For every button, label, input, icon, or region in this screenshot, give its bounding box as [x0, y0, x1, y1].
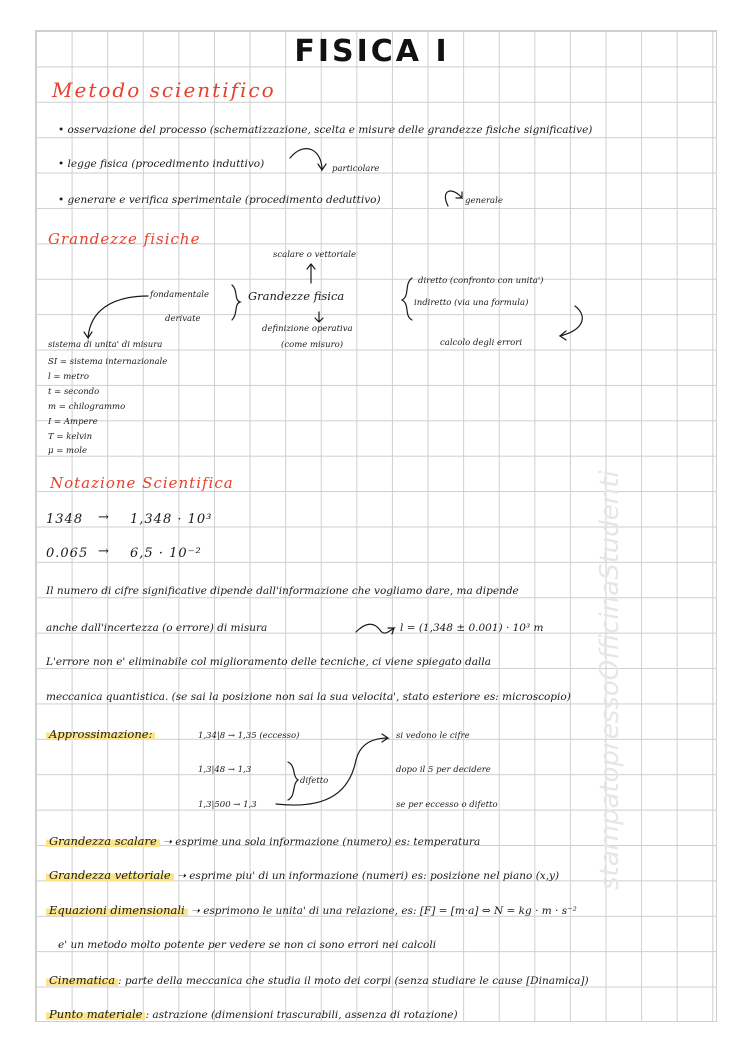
approx-row-2-right: dopo il 5 per decidere	[396, 765, 491, 775]
bullet-verifica: • generare e verifica sperimentale (procedimento deduttivo)	[58, 194, 381, 206]
label-indiretto: indiretto (via una formula)	[414, 298, 529, 308]
label-diretto: diretto (confronto con unita')	[418, 276, 544, 286]
section-heading-grandezze: Grandezze fisiche	[48, 230, 201, 248]
paragraph-line-1: Il numero di cifre significative dipende dall'informazione che vogliamo dare, ma dipende	[46, 585, 519, 597]
bullet-legge: • legge fisica (procedimento induttivo)	[58, 158, 265, 170]
label-grandezza-fisica: Grandezze fisica	[248, 289, 345, 303]
definition-grandezza-vettoriale: Grandezza vettoriale ➝ esprime piu' di un informazione (numeri) es: posizione nel piano (x,y)	[46, 868, 559, 882]
arrow-ex1: →	[98, 510, 110, 525]
example-1-left: 1348	[46, 512, 84, 527]
definition-cinematica: Cinematica : parte della meccanica che studia il moto dei corpi (senza studiare le cause [Dinamica])	[46, 973, 589, 987]
label-derivate: derivate	[165, 314, 201, 324]
approx-row-3-left: 1,3|500 → 1,3	[198, 800, 257, 810]
approx-row-2-left: 1,3|48 → 1,3	[198, 765, 252, 775]
arrow-ex2: →	[98, 544, 110, 559]
paragraph-line-3: L'errore non e' eliminabile col miglioramento delle tecniche, ci viene spiegato dalla	[46, 656, 492, 668]
section-heading-notazione: Notazione Scientifica	[50, 474, 234, 492]
label-calcolo-errori: calcolo degli errori	[440, 338, 523, 348]
approx-row-1-left: 1,34|8 → 1,35 (eccesso)	[198, 731, 300, 741]
example-2-left: 0.065	[46, 546, 89, 561]
definition-equazioni-dimensionali: Equazioni dimensionali ➝ esprimono le unita' di una relazione, es: [F] = [m·a] ⇔ N = kg · m · s⁻²	[46, 903, 577, 917]
definition-grandezza-scalare: Grandezza scalare ➝ esprime una sola informazione (numero) es: temperatura	[46, 834, 480, 848]
label-particolare: particolare	[332, 164, 380, 174]
unit-ampere: I = Ampere	[48, 417, 98, 427]
section-heading-metodo: Metodo scientifico	[52, 78, 276, 102]
paragraph-line-2b: l = (1,348 ± 0.001) · 10³ m	[400, 622, 544, 634]
definition-metodo-potente: e' un metodo molto potente per vedere se non ci sono errori nei calcoli	[58, 939, 437, 951]
bullet-osservazione: • osservazione del processo (schematizzazione, scelta e misure delle grandezze fisiche significative)	[58, 124, 593, 136]
heading-approssimazione: Approssimazione:	[46, 727, 155, 741]
watermark: stampatopressoOfficinaStudenti	[595, 470, 625, 890]
approx-row-3-right: se per eccesso o difetto	[396, 800, 498, 810]
unit-metro: l = metro	[48, 372, 89, 382]
label-definizione-operativa: definizione operativa	[262, 324, 353, 334]
page-title: FISICA I	[294, 34, 450, 69]
label-come-misuro: (come misuro)	[281, 340, 344, 350]
unit-si: SI = sistema internazionale	[48, 357, 168, 367]
example-1-right: 1,348 · 10³	[130, 512, 213, 527]
approx-row-1-right: si vedono le cifre	[396, 731, 470, 741]
paragraph-line-4: meccanica quantistica. (se sai la posizione non sai la sua velocita', stato esteriore es: microscopio)	[46, 691, 571, 703]
label-difetto: difetto	[300, 776, 329, 786]
label-fondamentale: fondamentale	[150, 290, 210, 300]
paragraph-line-2a: anche dall'incertezza (o errore) di misura	[46, 622, 268, 634]
example-2-right: 6,5 · 10⁻²	[130, 546, 202, 561]
label-generale: generale	[465, 196, 503, 206]
label-scalare-vettoriale: scalare o vettoriale	[273, 250, 356, 260]
unit-secondo: t = secondo	[48, 387, 100, 397]
unit-mole: μ = mole	[48, 446, 87, 456]
unit-chilogrammo: m = chilogrammo	[48, 402, 126, 412]
label-sistema-unita: sistema di unita' di misura	[48, 340, 163, 350]
definition-punto-materiale: Punto materiale : astrazione (dimensioni trascurabili, assenza di rotazione)	[46, 1007, 458, 1021]
unit-kelvin: T = kelvin	[48, 432, 93, 442]
